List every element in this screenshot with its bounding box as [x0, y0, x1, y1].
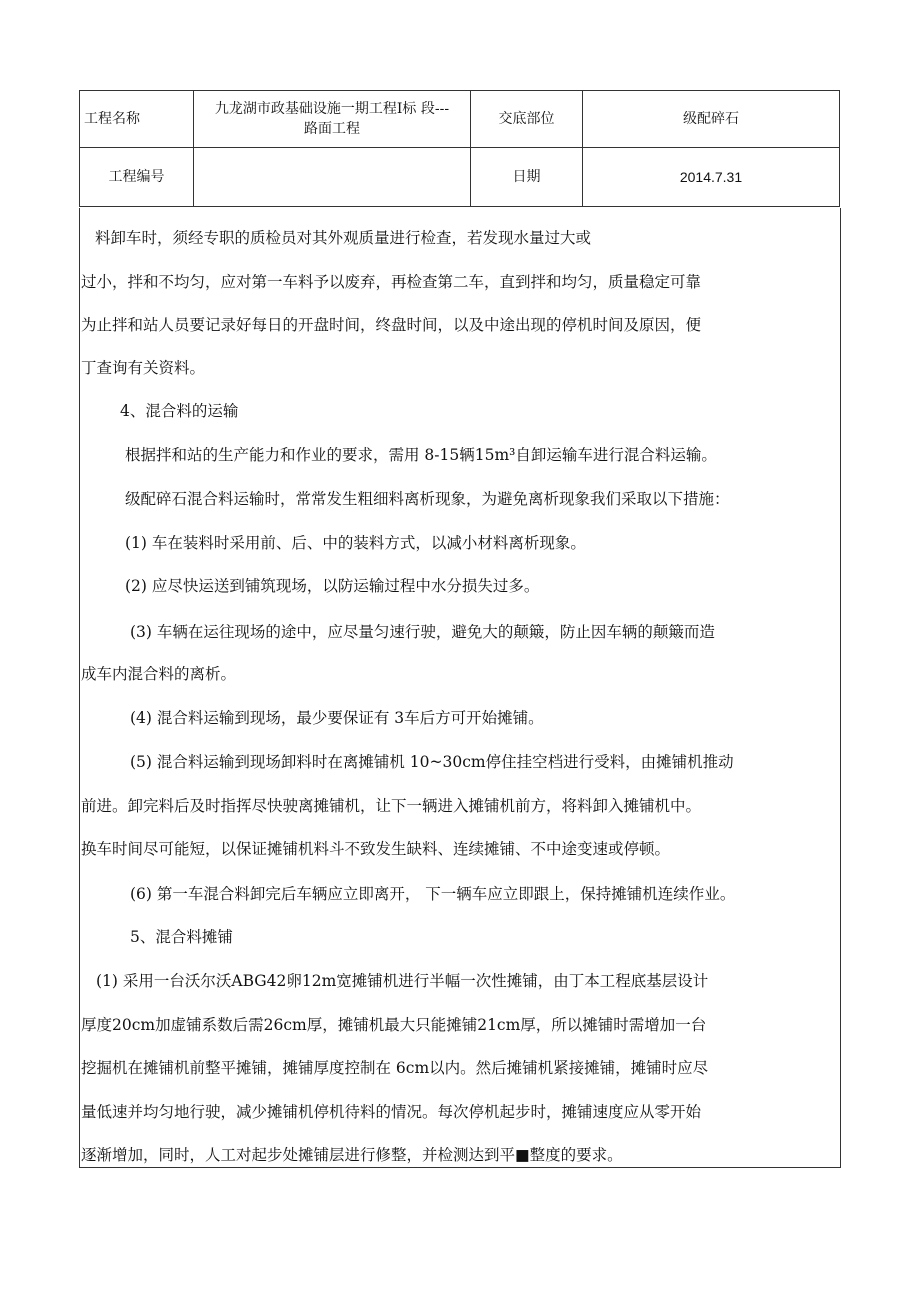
body-line: 丁查询有关资料。 [81, 359, 206, 377]
body-line: 料卸车时，须经专职的质检员对其外观质量进行检查，若发现水量过大或 [95, 229, 592, 247]
body-line: 前进。卸完料后及时指挥尽快驶离摊铺机，让下一辆进入摊铺机前方，将料卸入摊铺机中。 [81, 797, 702, 815]
list-item: (3) 车辆在运往现场的途中，应尽量匀速行驶，避免大的颠簸，防止因车辆的颠簸而造 [130, 623, 715, 641]
body-line: 挖掘机在摊铺机前整平摊铺，摊铺厚度控制在 6cm以内。然后摊铺机紧接摊铺，摊铺时应尽 [81, 1059, 709, 1077]
body-line: 量低速并均匀地行驶，减少摊铺机停机待料的情况。每次停机起步时，摊铺速度应从零开始 [81, 1103, 702, 1121]
header-row-2 [80, 148, 840, 207]
content-box [79, 208, 841, 1168]
list-item: (1) 采用一台沃尔沃ABG42卵12m宽摊铺机进行半幅一次性摊铺，由丁本工程底基层设计 [96, 972, 709, 990]
body-line: 换车时间尽可能短，以保证摊铺机料斗不致发生缺料、连续摊铺、不中途变速或停顿。 [81, 840, 671, 858]
date-value: 2014.7.31 [583, 148, 840, 207]
header-table [79, 90, 840, 207]
list-item: (4) 混合料运输到现场，最少要保证有 3车后方可开始摊铺。 [130, 709, 544, 727]
list-item: (1) 车在装料时采用前、后、中的装料方式，以减小材料离析现象。 [125, 534, 586, 552]
body-line: 为止拌和站人员要记录好每日的开盘时间，终盘时间，以及中途出现的停机时间及原因，便 [81, 316, 702, 334]
handover-part-label: 交底部位 [471, 91, 583, 148]
section-heading: 5、混合料摊铺 [130, 928, 233, 946]
project-number-value [194, 148, 471, 207]
list-item: (2) 应尽快运送到铺筑现场，以防运输过程中水分损失过多。 [125, 577, 540, 595]
body-line: 级配碎石混合料运输时，常常发生粗细料离析现象，为避免离析现象我们采取以下措施： [125, 490, 730, 508]
project-name-value-line2: 路面工程 [304, 121, 360, 137]
project-name-label: 工程名称 [80, 91, 194, 148]
body-line: 厚度20cm加虚铺系数后需26cm厚，摊铺机最大只能摊铺21cm厚，所以摊铺时需增加一台 [81, 1016, 707, 1034]
header-row-1 [80, 91, 840, 148]
body-line: 成车内混合料的离析。 [81, 665, 237, 683]
project-number-label: 工程编号 [80, 148, 194, 207]
body-line: 根据拌和站的生产能力和作业的要求，需用 8-15辆15m³自卸运输车进行混合料运输。 [125, 446, 717, 464]
body-line: 过小，拌和不均匀，应对第一车料予以废弃，再检查第二车，直到拌和均匀，质量稳定可靠 [81, 273, 702, 291]
project-name-value [194, 91, 471, 148]
list-item: (5) 混合料运输到现场卸料时在离摊铺机 10~30cm停住挂空档进行受料，由摊铺机推动 [130, 753, 734, 771]
date-label: 日期 [471, 148, 583, 207]
project-name-value-line1: 九龙湖市政基础设施一期工程I标 段--- [214, 101, 450, 117]
list-item: (6) 第一车混合料卸完后车辆应立即离开， 下一辆车应立即跟上，保持摊铺机连续作业。 [130, 885, 736, 903]
body-line: 逐渐增加，同时，人工对起步处摊铺层进行修整，并检测达到平■整度的要求。 [81, 1146, 623, 1164]
handover-part-value: 级配碎石 [583, 91, 840, 148]
section-heading: 4、混合料的运输 [120, 402, 239, 420]
